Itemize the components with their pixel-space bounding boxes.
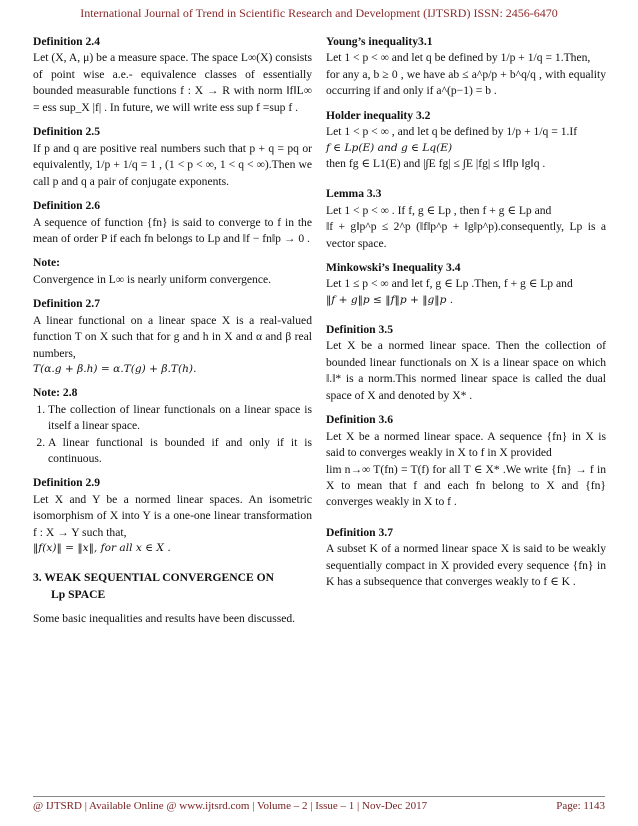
definition-title: Definition 2.5 [33,125,100,139]
definition-2-6 [33,198,312,247]
theorem-text: Let 1 < p < ∞ , and let q be defined by 1/p + 1/q = 1.If [326,125,578,139]
definition-title: Definition 2.9 [33,476,100,490]
footer-info: @ IJTSRD | Available Online @ www.ijtsrd.com | Volume – 2 | Issue – 1 | Nov-Dec 2017 [33,800,428,812]
note-text: Convergence in L∞ is nearly uniform convergence. [33,272,272,286]
theorem-text: for any a, b ≥ 0 , we have ab ≤ a^p/p + b^q/q , with equality occurring if and only if a^(p−1) = b . [326,67,606,98]
theorem-text: then fg ∈ L1(E) and |∫E fg| ≤ ∫E |fg| ≤ ‖f‖p ‖g‖q . [326,156,546,170]
definition-title: Definition 3.5 [326,322,393,336]
note-2-8 [33,385,312,467]
holder-inequality [326,108,606,172]
definition-text: A sequence of function {fn} is said to converge to f in the mean of order P if each fn belongs to Lp and ‖f − fn‖p → 0 . [33,215,312,245]
right-column [326,34,606,599]
theorem-text: Let 1 < p < ∞ and let q be defined by 1/p + 1/q = 1.Then, [326,51,591,65]
section-title-line2: Lp SPACE [51,587,106,601]
note-title: Note: [33,256,61,270]
definition-3-7 [326,525,606,591]
definition-text: Let (X, A, μ) be a measure space. The space L∞(X) consists of point wise a.e.- equivalence classes of essentially bounded measurable functions f : X → R with norm ‖f‖L∞ = ess sup_X |f| . In future, we will write ess sup f =sup f . [33,51,312,114]
note-title: Note: 2.8 [33,386,78,400]
list-item: 2. A linear functional is bounded if and only if it is continuous. [48,435,312,468]
definition-text: lim n→∞ T(fn) = T(f) for all T ∈ X* .We write {fn} → f in X to mean that f and each fn belong to X and {fn} converges weakly in X to f . [326,462,606,509]
definition-3-6 [326,412,606,511]
note [33,255,312,288]
theorem-text: Let 1 ≤ p < ∞ and let f, g ∈ Lp .Then, f + g ∈ Lp and [326,277,573,291]
journal-header: International Journal of Trend in Scientific Research and Development (IJTSRD) ISSN: 2456-6470 [80,6,558,20]
definition-text: If p and q are positive real numbers such that p + q = pq or equivalently, 1/p + 1/q = 1 , (1 < p < ∞, 1 < q < ∞).Then we call p and q a pair of conjugate exponents. [33,141,312,188]
definition-text: Let X and Y be a normed linear spaces. An isometric isomorphism of X into Y is a one-one linear transformation f : X → Y such that, [33,492,312,539]
definition-text: Let X be a normed linear space. A sequence {fn} in X is said to converges weakly in X to f in X provided [326,429,606,460]
theorem-text: ‖f + g‖p^p ≤ 2^p (‖f‖p^p + ‖g‖p^p).consequently, Lp is a vector space. [326,220,606,250]
formula: ‖f(x)‖ = ‖x‖, for all x ∈ X . [33,542,171,555]
formula: f ∈ Lp(E) and g ∈ Lq(E) [326,141,453,154]
formula: ‖f + g‖p ≤ ‖f‖p + ‖g‖p . [326,293,454,306]
theorem-text: Let 1 < p < ∞ . If f, g ∈ Lp , then f + g ∈ Lp and [326,203,552,217]
lemma-3-3 [326,186,606,252]
page-number: Page: 1143 [556,800,605,812]
definition-2-4 [33,34,312,116]
definition-2-5 [33,124,312,190]
young-inequality [326,34,606,100]
definition-title: Definition 3.6 [326,413,393,427]
formula: T(α.g + β.h) = α.T(g) + β.T(h). [33,363,197,376]
note-list [33,402,312,468]
left-column [33,34,312,636]
page-footer [33,796,605,812]
definition-title: Definition 2.6 [33,199,100,213]
section-3 [33,570,312,627]
list-item: 1. The collection of linear functionals on a linear space is itself a linear space. [48,402,312,435]
section-title: 3. WEAK SEQUENTIAL CONVERGENCE ON [33,571,275,585]
minkowski-inequality [326,260,606,308]
definition-text: Let X be a normed linear space. Then the collection of bounded linear functionals on X is a linear space on which ‖.‖* is a norm.This normed linear space is called the dual space of X and denoted by X* . [326,339,606,402]
theorem-title: Young’s inequality3.1 [326,35,433,48]
definition-title: Definition 3.7 [326,525,393,539]
theorem-title: Lemma 3.3 [326,187,382,201]
definition-text: A subset K of a normed linear space X is said to be weakly sequentially compact in X provided every sequence {fn} in K has a subsequence that converges weakly to f ∈ K . [326,542,606,589]
theorem-title: Holder inequality 3.2 [326,108,431,122]
theorem-title: Minkowski’s Inequality 3.4 [326,261,461,275]
definition-title: Definition 2.7 [33,297,100,311]
definition-title: Definition 2.4 [33,35,100,48]
definition-text: A linear functional on a linear space X is a real-valued function T on X such that for g and h in X and α and β real numbers, [33,313,312,360]
definition-2-9 [33,475,312,556]
definition-2-7 [33,296,312,377]
definition-3-5 [326,322,606,404]
section-text: Some basic inequalities and results have been discussed. [33,612,296,626]
